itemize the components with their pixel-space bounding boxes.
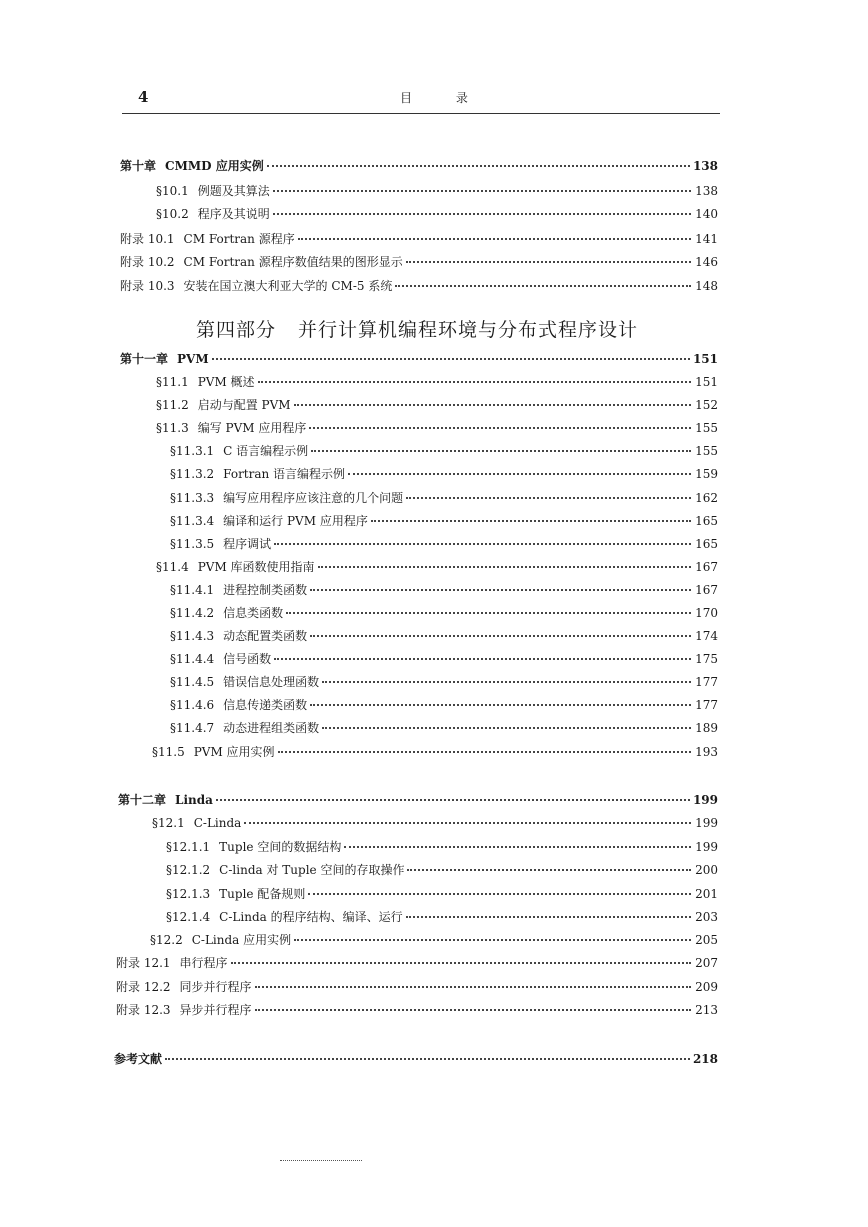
toc-entry-section[interactable] (156, 206, 718, 222)
dot-leader (322, 681, 691, 683)
dot-leader (273, 213, 691, 215)
toc-entry-title: CMMD 应用实例 (165, 159, 264, 173)
toc-entry-number: §11.4.7 (170, 721, 215, 735)
toc-entry-title: 动态配置类函数 (223, 629, 308, 643)
toc-entry-title: C-Linda (193, 816, 242, 830)
toc-entry-subsection[interactable] (170, 605, 718, 621)
toc-entry-page: 165 (695, 514, 718, 528)
toc-entry-references[interactable] (114, 1051, 718, 1067)
toc-entry-subsection[interactable] (170, 513, 718, 529)
toc-entry-number: §11.1 (156, 375, 189, 389)
toc-entry-title: 进程控制类函数 (223, 583, 308, 597)
toc-entry-title: 编写 PVM 应用程序 (197, 421, 307, 435)
header-rule (122, 113, 720, 114)
toc-entry-title: C-linda 对 Tuple 空间的存取操作 (219, 863, 405, 877)
toc-entry-number: 第十二章 (118, 793, 167, 807)
toc-entry-page: 189 (695, 721, 718, 735)
toc-entry-title: PVM 库函数使用指南 (197, 560, 315, 574)
dot-leader (311, 450, 691, 452)
dot-leader (310, 704, 691, 706)
toc-entry-page: 155 (695, 421, 718, 435)
toc-entry-number: §10.1 (156, 184, 189, 198)
page-header (122, 88, 718, 112)
scan-mark (280, 1160, 362, 1161)
toc-entry-page: 175 (695, 652, 718, 666)
toc-entry-title: 启动与配置 PVM (197, 398, 291, 412)
toc-entry-subsection[interactable] (166, 862, 718, 878)
toc-entry-title: 异步并行程序 (179, 1003, 252, 1017)
dot-leader (286, 612, 691, 614)
toc-entry-title: 编写应用程序应该注意的几个问题 (223, 491, 404, 505)
toc-entry-section[interactable] (156, 183, 718, 199)
toc-entry-title: 程序调试 (223, 537, 272, 551)
toc-entry-number: 附录 10.3 (120, 279, 175, 293)
dot-leader (273, 190, 691, 192)
dot-leader (406, 497, 691, 499)
toc-entry-page: 209 (695, 980, 718, 994)
toc-entry-subsection[interactable] (170, 697, 718, 713)
toc-entry-title: C-Linda 应用实例 (191, 933, 292, 947)
toc-entry-title: 例题及其算法 (197, 184, 270, 198)
dot-leader (216, 799, 690, 801)
toc-entry-page: 146 (695, 255, 718, 269)
toc-entry-number: §12.2 (150, 933, 183, 947)
dot-leader (348, 473, 691, 475)
toc-entry-section[interactable] (156, 420, 718, 436)
toc-entry-section[interactable] (156, 374, 718, 390)
toc-entry-number: §11.3.4 (170, 514, 215, 528)
toc-entry-title: 程序及其说明 (197, 207, 270, 221)
toc-entry-page: 162 (695, 491, 718, 505)
toc-entry-number: §12.1.4 (166, 910, 211, 924)
toc-entry-subsection[interactable] (166, 909, 718, 925)
dot-leader (407, 869, 691, 871)
toc-entry-title: C 语言编程示例 (223, 444, 309, 458)
dot-leader (258, 381, 691, 383)
part-heading (196, 315, 638, 342)
toc-entry-page: 152 (695, 398, 718, 412)
toc-entry-number: §11.4.2 (170, 606, 215, 620)
toc-entry-page: 200 (695, 863, 718, 877)
toc-entry-number: §11.4 (156, 560, 189, 574)
dot-leader (406, 261, 691, 263)
toc-entry-number: §12.1.3 (166, 887, 211, 901)
toc-entry-page: 199 (695, 840, 718, 854)
running-title: 目 录 (400, 91, 488, 105)
dot-leader (255, 1009, 691, 1011)
dot-leader (278, 751, 691, 753)
toc-entry-number: 附录 12.2 (116, 980, 171, 994)
toc-entry-section[interactable] (152, 815, 718, 831)
toc-entry-subsection[interactable] (170, 651, 718, 667)
toc-entry-number: §12.1.1 (166, 840, 211, 854)
toc-entry-number: 第十一章 (120, 352, 169, 366)
toc-entry-number: §11.3 (156, 421, 189, 435)
toc-entry-section[interactable] (150, 932, 718, 948)
toc-entry-chapter[interactable] (120, 351, 718, 367)
toc-entry-page: 148 (695, 279, 718, 293)
dot-leader (274, 658, 691, 660)
toc-entry-page: 201 (695, 887, 718, 901)
toc-entry-number: §11.2 (156, 398, 189, 412)
toc-entry-subsection[interactable] (170, 582, 718, 598)
dot-leader (395, 285, 691, 287)
toc-entry-number: §10.2 (156, 207, 189, 221)
toc-entry-number: 附录 12.3 (116, 1003, 171, 1017)
toc-entry-title: 串行程序 (179, 956, 228, 970)
dot-leader (294, 404, 691, 406)
toc-entry-page: 177 (695, 675, 718, 689)
dot-leader (371, 520, 691, 522)
toc-entry-title: 信号函数 (223, 652, 272, 666)
dot-leader (406, 916, 691, 918)
toc-entry-title: 参考文献 (114, 1052, 163, 1066)
toc-entry-title: PVM 概述 (197, 375, 255, 389)
dot-leader (310, 635, 691, 637)
dot-leader (165, 1058, 690, 1060)
toc-entry-section[interactable] (156, 397, 718, 413)
toc-entry-title: 信息类函数 (223, 606, 284, 620)
toc-entry-title: 错误信息处理函数 (223, 675, 320, 689)
toc-entry-number: §11.3.3 (170, 491, 215, 505)
toc-entry-number: §11.3.1 (170, 444, 215, 458)
toc-entry-page: 167 (695, 560, 718, 574)
toc-entry-page: 155 (695, 444, 718, 458)
dot-leader (344, 846, 691, 848)
dot-leader (294, 939, 691, 941)
toc-entry-section[interactable] (156, 559, 718, 575)
toc-entry-subsection[interactable] (166, 886, 718, 902)
toc-entry-number: §11.3.5 (170, 537, 215, 551)
toc-entry-page: 205 (695, 933, 718, 947)
toc-entry-title: PVM (177, 352, 209, 366)
dot-leader (231, 962, 691, 964)
toc-entry-number: §12.1.2 (166, 863, 211, 877)
toc-entry-title: 编译和运行 PVM 应用程序 (223, 514, 368, 528)
toc-entry-subsection[interactable] (170, 443, 718, 459)
toc-entry-page: 213 (695, 1003, 718, 1017)
toc-entry-page: 165 (695, 537, 718, 551)
toc-entry-number: §11.4.3 (170, 629, 215, 643)
toc-entry-page: 199 (695, 816, 718, 830)
toc-entry-subsection[interactable] (170, 628, 718, 644)
toc-entry-number: §11.4.1 (170, 583, 215, 597)
dot-leader (322, 727, 691, 729)
toc-entry-chapter[interactable] (118, 792, 718, 808)
dot-leader (255, 986, 691, 988)
toc-entry-title: Tuple 空间的数据结构 (219, 840, 342, 854)
toc-entry-page: 151 (692, 352, 718, 366)
toc-entry-title: CM Fortran 源程序数值结果的图形显示 (183, 255, 403, 269)
toc-entry-number: §11.4.4 (170, 652, 215, 666)
toc-entry-number: §11.5 (152, 745, 185, 759)
toc-entry-page: 193 (695, 745, 718, 759)
toc-entry-page: 140 (695, 207, 718, 221)
toc-entry-title: 动态进程组类函数 (223, 721, 320, 735)
toc-entry-appendix[interactable] (116, 955, 718, 971)
toc-entry-page: 151 (695, 375, 718, 389)
toc-entry-page: 159 (695, 467, 718, 481)
toc-entry-subsection[interactable] (170, 490, 718, 506)
toc-entry-title: Tuple 配备规则 (219, 887, 306, 901)
toc-entry-title: Fortran 语言编程示例 (223, 467, 346, 481)
toc-entry-subsection[interactable] (170, 674, 718, 690)
part-title: 并行计算机编程环境与分布式程序设计 (298, 319, 639, 341)
toc-entry-page: 207 (695, 956, 718, 970)
toc-entry-page: 218 (692, 1052, 718, 1066)
toc-entry-number: 附录 10.2 (120, 255, 175, 269)
toc-entry-page: 138 (692, 159, 718, 173)
toc-entry-section[interactable] (152, 744, 718, 760)
dot-leader (212, 358, 690, 360)
toc-entry-page: 203 (695, 910, 718, 924)
toc-entry-page: 167 (695, 583, 718, 597)
toc-entry-title: C-Linda 的程序结构、编译、运行 (219, 910, 403, 924)
toc-entry-number: §12.1 (152, 816, 185, 830)
toc-entry-page: 199 (692, 793, 718, 807)
dot-leader (310, 589, 691, 591)
toc-entry-page: 177 (695, 698, 718, 712)
toc-entry-subsection[interactable] (170, 466, 718, 482)
toc-entry-page: 138 (695, 184, 718, 198)
toc-entry-number: §11.3.2 (170, 467, 215, 481)
dot-leader (244, 822, 691, 824)
toc-entry-number: 第十章 (120, 159, 157, 173)
dot-leader (298, 238, 691, 240)
toc-entry-title: CM Fortran 源程序 (183, 232, 295, 246)
dot-leader (308, 893, 691, 895)
toc-entry-page: 170 (695, 606, 718, 620)
toc-entry-chapter[interactable] (120, 158, 718, 174)
toc-entry-appendix[interactable] (120, 231, 718, 247)
toc-entry-appendix[interactable] (116, 979, 718, 995)
toc-entry-title: 信息传递类函数 (223, 698, 308, 712)
toc-entry-title: PVM 应用实例 (193, 745, 275, 759)
dot-leader (267, 165, 690, 167)
toc-entry-number: §11.4.5 (170, 675, 215, 689)
dot-leader (274, 543, 691, 545)
dot-leader (309, 427, 691, 429)
toc-entry-appendix[interactable] (120, 278, 718, 294)
toc-entry-number: 附录 10.1 (120, 232, 175, 246)
toc-entry-title: 同步并行程序 (179, 980, 252, 994)
toc-entry-number: 附录 12.1 (116, 956, 171, 970)
dot-leader (318, 566, 691, 568)
toc-entry-subsection[interactable] (170, 536, 718, 552)
toc-entry-appendix[interactable] (116, 1002, 718, 1018)
toc-entry-appendix[interactable] (120, 254, 718, 270)
toc-entry-number: §11.4.6 (170, 698, 215, 712)
toc-entry-subsection[interactable] (166, 839, 718, 855)
toc-entry-subsection[interactable] (170, 720, 718, 736)
toc-entry-title: 安装在国立澳大利亚大学的 CM-5 系统 (183, 279, 393, 293)
part-label: 第四部分 (196, 319, 277, 341)
page-number: 4 (138, 88, 149, 106)
toc-entry-page: 141 (695, 232, 718, 246)
toc-entry-title: Linda (175, 793, 213, 807)
toc-entry-page: 174 (695, 629, 718, 643)
